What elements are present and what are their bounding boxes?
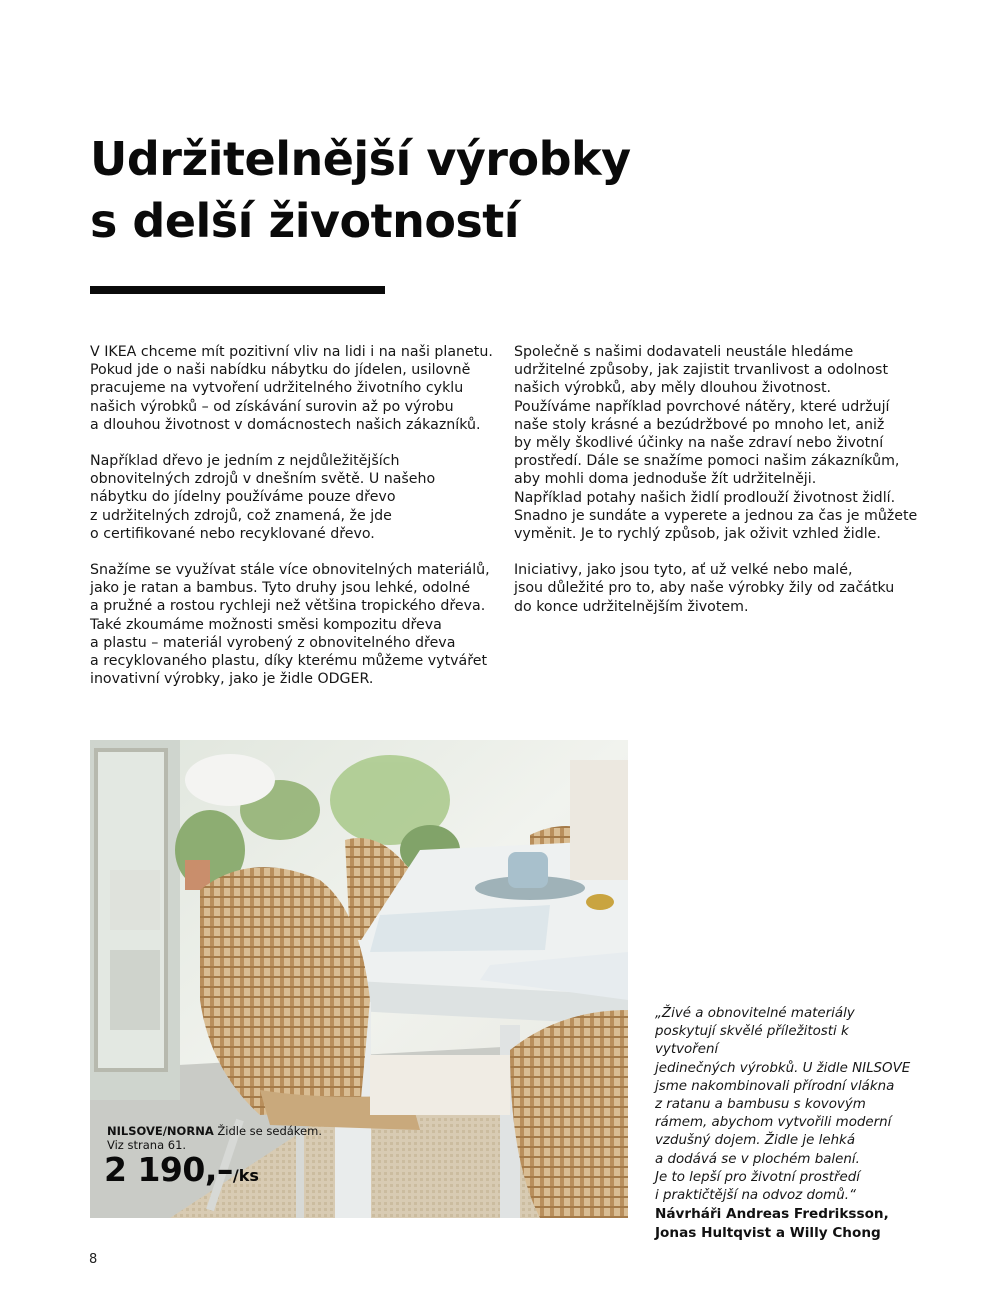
price-amount: 2 190,–	[104, 1150, 233, 1189]
product-name: NILSOVE/NORNA	[107, 1124, 214, 1138]
product-description: Židle se sedákem.	[217, 1124, 322, 1138]
rattan-chair-right	[510, 1010, 628, 1218]
left-text-column	[90, 343, 510, 706]
paragraph: Společně s našimi dodavateli neustále hledáme udržitelné způsoby, jak zajistit trvanlivost a odolnost našich výrobků, aby měly dlouhou životnost. Používáme například povrchové nátěry, které udržují naše stoly krásné a bezúdržbové po mnoho let, aniž by měly škodlivé účinky na naše zdraví nebo životní prostředí. Dále se snažíme pomoci našim zákazníkům, aby mohli doma jednoduše žít udržitelněji. Například potahy našich židlí prodlouží životnost židlí. Snadno je sundáte a vyperete a jednou za čas je můžete vyměnit. Je to rychlý způsob, jak oživit vzhled židle.	[514, 344, 918, 543]
designer-attribution: Návrháři Andreas Fredriksson, Jonas Hultqvist a Willy Chong	[655, 1206, 889, 1241]
right-text-column	[514, 343, 924, 634]
page-number: 8	[89, 1252, 98, 1267]
paragraph: Iniciativy, jako jsou tyto, ať už velké nebo malé, jsou důležité pro to, aby naše výrobky žily od začátku do konce udržitelnějším životem.	[514, 562, 895, 615]
paragraph: Například dřevo je jedním z nejdůležitějších obnovitelných zdrojů v dnešním světě. U našeho nábytku do jídelny používáme pouze dřevo z udržitelných zdrojů, což znamená, že jde o certifikované nebo recyklované dřevo.	[90, 453, 436, 542]
product-caption	[107, 1124, 322, 1152]
vase	[570, 760, 628, 880]
lamp	[185, 754, 275, 806]
glass-cabinet	[90, 740, 180, 1100]
product-page-reference: Viz strana 61.	[107, 1138, 187, 1152]
page-title	[90, 128, 631, 252]
candle-holder	[586, 894, 614, 910]
product-photo	[90, 740, 628, 1218]
title-underline-rule	[90, 286, 385, 294]
paragraph: V IKEA chceme mít pozitivní vliv na lidi i na naši planetu. Pokud jde o naši nabídku nábytku do jídelen, usilovně pracujeme na vytvoření udržitelného životního cyklu našich výrobků – od získávání surovin až po výrobu a dlouhou životnost v domácnostech našich zákazníků.	[90, 344, 493, 433]
cup	[508, 852, 548, 888]
page-title-line-2: s delší životností	[90, 194, 520, 248]
seat-cushion	[370, 1055, 510, 1115]
designer-quote: „Živé a obnovitelné materiály poskytují skvělé příležitosti k vytvoření jedinečných výrobků. U židle NILSOVE jsme nakombinovali přírodní vlákna z ratanu a bambusu s kovovým rámem, abychom vytvořili moderní vzdušný dojem. Židle je lehká a dodává se v plochém balení. Je to lepší pro životní prostředí i praktičtější na odvoz domů.“	[655, 1006, 911, 1204]
paragraph: Snažíme se využívat stále více obnovitelných materiálů, jako je ratan a bambus. Tyto druhy jsou lehké, odolné a pružné a rostou rychleji než většina tropického dřeva. Také zkoumáme možnosti směsi kompozitu dřeva a plastu – materiál vyrobený z obnovitelného dřeva a recyklovaného plastu, díky kterému můžeme vytvářet inovativní výrobky, jako je židle ODGER.	[90, 562, 490, 688]
product-price	[104, 1150, 259, 1189]
price-unit: /ks	[232, 1166, 259, 1185]
page-title-line-1: Udržitelnější výrobky	[90, 132, 631, 186]
